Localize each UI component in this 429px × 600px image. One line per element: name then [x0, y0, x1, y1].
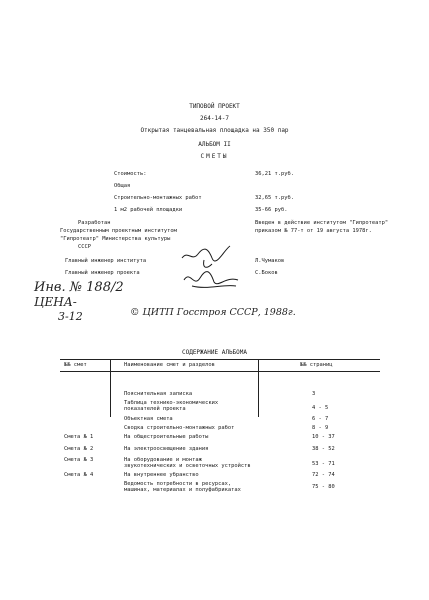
- cost-value: 32,65 т.руб.: [255, 195, 294, 201]
- row-name: На внутреннее убранство: [124, 472, 199, 478]
- row-pages: 75 - 80: [312, 484, 335, 490]
- price-value: 3-12: [58, 310, 83, 323]
- contents-title: СОДЕРЖАНИЕ АЛЬБОМА: [181, 349, 248, 356]
- introduced-order: приказом № 77-т от 19 августа 1978г.: [255, 228, 372, 234]
- cost-label: 1 м2 рабочей площадки: [114, 207, 183, 213]
- row-code: Смета № 3: [64, 457, 94, 463]
- row-pages: 4 - 5: [312, 405, 329, 411]
- row-code: Смета № 4: [64, 472, 94, 478]
- row-name: Сводка строительно-монтажных работ: [124, 425, 235, 431]
- row-pages: 3: [312, 391, 316, 397]
- cost-value: 36,21 т.руб.: [255, 171, 294, 177]
- column-header-code: №№ смет: [64, 362, 87, 368]
- row-name: Пояснительная записка: [124, 391, 193, 397]
- signature-role: Главный инженер института: [65, 258, 147, 264]
- column-header-name: Наименование смет и разделов: [124, 362, 215, 368]
- row-code: Смета № 1: [64, 434, 94, 440]
- developer-org-line: СССР: [78, 244, 91, 250]
- row-name: На оборудование и монтаж звукотехнических и осветочных устройств: [124, 457, 251, 470]
- album-title: СМЕТЫ: [200, 153, 229, 160]
- handwritten-signature: [178, 240, 248, 298]
- price-label: ЦЕНА-: [34, 295, 77, 309]
- cost-label: Общая: [114, 183, 131, 189]
- introduced-line: Введен в действие институтом "Гипротеатр": [255, 220, 389, 226]
- column-header-pages: №№ страниц: [300, 362, 333, 368]
- project-type-heading: ТИПОВОЙ ПРОЕКТ: [189, 103, 240, 110]
- copyright-stamp: © ЦИТП Госстроя СССР, 1988г.: [130, 307, 296, 318]
- album-number: АЛЬБОМ II: [198, 141, 231, 148]
- developer-org-line: Государственным проектным институтом: [60, 228, 177, 234]
- row-pages: 10 - 37: [312, 434, 335, 440]
- project-title: Открытая танцевальная площадка на 350 пар: [140, 127, 289, 134]
- row-name: На общестроительные работы: [124, 434, 209, 440]
- row-pages: 38 - 52: [312, 446, 335, 452]
- row-pages: 6 - 7: [312, 416, 329, 422]
- row-pages: 53 - 71: [312, 461, 335, 467]
- cost-label: Стоимость:: [114, 171, 147, 177]
- cost-value: 35-66 руб.: [255, 207, 288, 213]
- inventory-number: Инв. № 188/2: [34, 280, 124, 295]
- developer-label: Разработан: [78, 220, 111, 226]
- signature-name: С.Боков: [255, 270, 278, 276]
- row-pages: 8 - 9: [312, 425, 329, 431]
- signature-name: Л.Чумаков: [255, 258, 285, 264]
- row-name: Ведомость потребности в ресурсах, машинах, материалах и полуфабрикатах: [124, 481, 241, 494]
- row-code: Смета № 2: [64, 446, 94, 452]
- row-name: Таблица технико-экономических показателей проекта: [124, 400, 219, 413]
- row-name: На электроосвещение здания: [124, 446, 209, 452]
- row-pages: 72 - 74: [312, 472, 335, 478]
- signature-role: Главный инженер проекта: [65, 270, 140, 276]
- project-number: 264-14-7: [200, 115, 229, 122]
- cost-label: Строительно-монтажных работ: [114, 195, 202, 201]
- row-name: Объектная смета: [124, 416, 173, 422]
- developer-org-line: "Гипротеатр" Министерства культуры: [60, 236, 171, 242]
